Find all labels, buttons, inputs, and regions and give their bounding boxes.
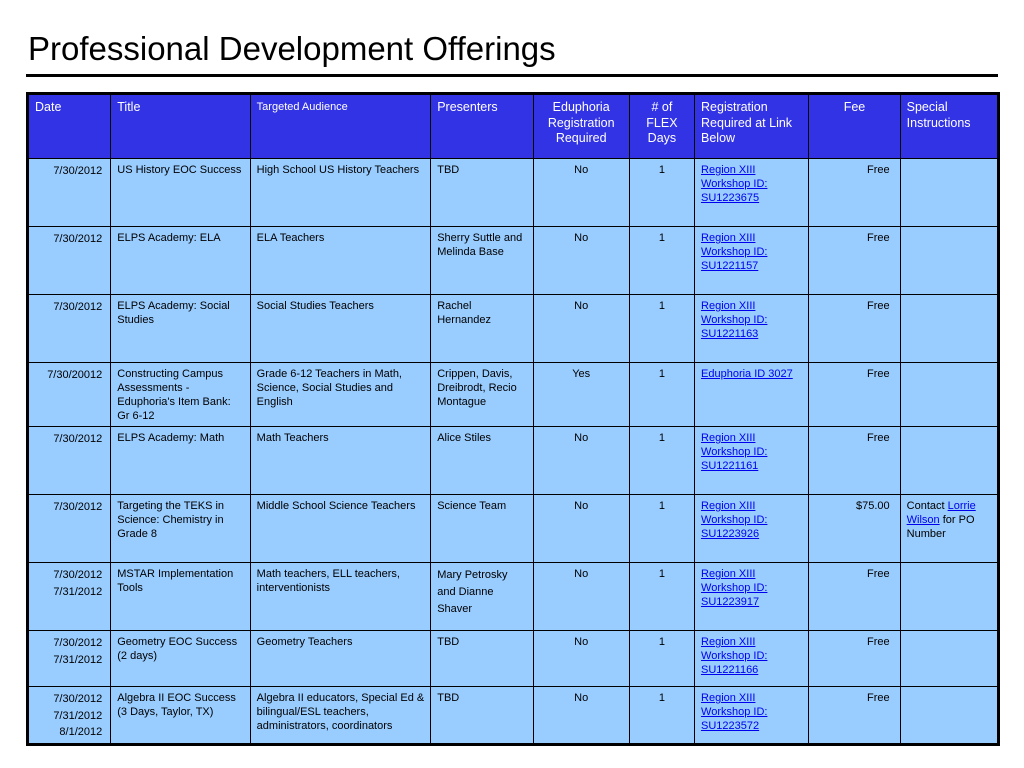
cell-title: ELPS Academy: Social Studies: [111, 295, 250, 363]
cell-fee: Free: [809, 363, 900, 427]
cell-targeted-audience: ELA Teachers: [250, 227, 431, 295]
table-row: [28, 295, 999, 363]
cell-title: Constructing Campus Assessments - Eduphoria's Item Bank: Gr 6-12: [111, 363, 250, 427]
cell-targeted-audience: Grade 6-12 Teachers in Math, Science, Social Studies and English: [250, 363, 431, 427]
date-value: 7/30/2012: [53, 637, 103, 649]
date-value: 7/30/2012: [53, 569, 103, 581]
date-value: 7/31/2012: [53, 709, 103, 722]
cell-special-instructions: [900, 363, 998, 427]
registration-link[interactable]: Region XIII Workshop ID: SU1221157: [701, 232, 768, 272]
special-text: Contact: [906, 500, 948, 512]
date-value: 7/30/2012: [53, 501, 103, 513]
cell-eduphoria-required: No: [533, 495, 629, 563]
cell-special-instructions: [900, 295, 998, 363]
registration-link[interactable]: Region XIII Workshop ID: SU1221161: [701, 432, 768, 472]
cell-targeted-audience: Middle School Science Teachers: [250, 495, 431, 563]
cell-fee: Free: [809, 631, 900, 687]
cell-targeted-audience: High School US History Teachers: [250, 159, 431, 227]
contact-link[interactable]: Lorrie Wilson: [906, 500, 976, 526]
cell-title: ELPS Academy: ELA: [111, 227, 250, 295]
cell-presenters: [431, 631, 533, 687]
cell-fee: Free: [809, 295, 900, 363]
presenter-text: Alice Stiles: [437, 432, 492, 444]
date-value: 8/1/2012: [59, 726, 103, 738]
cell-eduphoria-required: No: [533, 227, 629, 295]
header-presenters: Presenters: [431, 94, 533, 159]
header-date: Date: [28, 94, 111, 159]
registration-link[interactable]: Region XIII Workshop ID: SU1223572: [701, 692, 768, 732]
cell-flex-days: 1: [629, 631, 694, 687]
cell-fee: Free: [809, 687, 900, 745]
cell-special-instructions: [900, 631, 998, 687]
cell-presenters: [431, 363, 533, 427]
header-special-instructions: Special Instructions: [900, 94, 998, 159]
date-value: 7/31/2012: [53, 585, 103, 598]
presenter-text: Rachel Hernandez: [437, 300, 492, 326]
cell-title: US History EOC Success: [111, 159, 250, 227]
cell-eduphoria-required: No: [533, 427, 629, 495]
cell-targeted-audience: Geometry Teachers: [250, 631, 431, 687]
cell-title: MSTAR Implementation Tools: [111, 563, 250, 631]
cell-flex-days: 1: [629, 687, 694, 745]
header-registration-link: Registration Required at Link Below: [695, 94, 809, 159]
cell-presenters: [431, 295, 533, 363]
registration-link[interactable]: Region XIII Workshop ID: SU1221163: [701, 300, 768, 340]
cell-registration: [695, 563, 809, 631]
cell-special-instructions: [900, 427, 998, 495]
presenter-text: Sherry Suttle and Melinda Base: [437, 232, 523, 258]
cell-registration: [695, 363, 809, 427]
cell-eduphoria-required: No: [533, 631, 629, 687]
header-eduphoria-registration: Eduphoria Registration Required: [533, 94, 629, 159]
cell-date: [28, 563, 111, 631]
cell-fee: Free: [809, 427, 900, 495]
cell-presenters: [431, 159, 533, 227]
cell-flex-days: 1: [629, 427, 694, 495]
cell-eduphoria-required: No: [533, 159, 629, 227]
table-row: [28, 159, 999, 227]
cell-registration: [695, 631, 809, 687]
registration-link[interactable]: Region XIII Workshop ID: SU1223926: [701, 500, 768, 540]
cell-flex-days: 1: [629, 563, 694, 631]
presenter-text: Mary Petrosky: [437, 569, 508, 581]
cell-presenters: [431, 687, 533, 745]
table-header-row: [28, 94, 999, 159]
cell-date: [28, 363, 111, 427]
cell-special-instructions: [900, 563, 998, 631]
cell-registration: [695, 687, 809, 745]
cell-targeted-audience: Social Studies Teachers: [250, 295, 431, 363]
date-value: 7/30/2012: [53, 165, 103, 177]
cell-fee: Free: [809, 159, 900, 227]
presenter-text: Science Team: [437, 500, 507, 512]
date-value: 7/30/2012: [53, 233, 103, 245]
title-divider: [26, 74, 998, 77]
cell-fee: Free: [809, 227, 900, 295]
table-row: [28, 495, 999, 563]
presenter-text: TBD: [437, 692, 460, 704]
registration-link[interactable]: Region XIII Workshop ID: SU1223917: [701, 568, 768, 608]
cell-fee: $75.00: [809, 495, 900, 563]
table-row: [28, 427, 999, 495]
cell-flex-days: 1: [629, 227, 694, 295]
cell-presenters: [431, 227, 533, 295]
cell-date: [28, 295, 111, 363]
cell-date: [28, 687, 111, 745]
table-row: [28, 363, 999, 427]
cell-date: [28, 159, 111, 227]
cell-presenters: [431, 495, 533, 563]
cell-flex-days: 1: [629, 159, 694, 227]
cell-eduphoria-required: No: [533, 563, 629, 631]
cell-fee: Free: [809, 563, 900, 631]
cell-registration: [695, 295, 809, 363]
date-value: 7/30/20012: [47, 369, 103, 381]
date-value: 7/30/2012: [53, 301, 103, 313]
cell-presenters: [431, 563, 533, 631]
presenter-text: Shaver: [437, 603, 473, 615]
cell-targeted-audience: Math Teachers: [250, 427, 431, 495]
offerings-table: [26, 92, 1000, 746]
cell-registration: [695, 495, 809, 563]
page-title: Professional Development Offerings: [28, 30, 556, 67]
date-value: 7/31/2012: [53, 653, 103, 666]
cell-special-instructions: [900, 687, 998, 745]
cell-eduphoria-required: Yes: [533, 363, 629, 427]
cell-flex-days: 1: [629, 495, 694, 563]
registration-link[interactable]: Eduphoria ID 3027: [701, 368, 793, 380]
cell-registration: [695, 159, 809, 227]
table-row: [28, 687, 999, 745]
cell-targeted-audience: Algebra II educators, Special Ed & bilingual/ESL teachers, administrators, coordinators: [250, 687, 431, 745]
date-value: 7/30/2012: [53, 693, 103, 705]
cell-presenters: [431, 427, 533, 495]
registration-link[interactable]: Region XIII Workshop ID: SU1221166: [701, 636, 768, 676]
cell-eduphoria-required: No: [533, 687, 629, 745]
table-body: [28, 159, 999, 745]
special-text: for PO Number: [906, 514, 978, 540]
table-row: [28, 563, 999, 631]
cell-date: [28, 631, 111, 687]
presenter-text: Crippen, Davis, Dreibrodt, Recio Montague: [437, 368, 517, 408]
cell-targeted-audience: Math teachers, ELL teachers, interventionists: [250, 563, 431, 631]
presenter-text: TBD: [437, 164, 460, 176]
header-fee: Fee: [809, 94, 900, 159]
cell-title: ELPS Academy: Math: [111, 427, 250, 495]
cell-title: Geometry EOC Success (2 days): [111, 631, 250, 687]
table-row: [28, 631, 999, 687]
cell-date: [28, 427, 111, 495]
presenter-text: TBD: [437, 636, 460, 648]
header-flex-days: # of FLEX Days: [629, 94, 694, 159]
registration-link[interactable]: Region XIII Workshop ID: SU1223675: [701, 164, 768, 204]
cell-flex-days: 1: [629, 295, 694, 363]
cell-registration: [695, 427, 809, 495]
cell-special-instructions: [900, 495, 998, 563]
cell-special-instructions: [900, 227, 998, 295]
table-row: [28, 227, 999, 295]
cell-date: [28, 495, 111, 563]
cell-title: Algebra II EOC Success (3 Days, Taylor, TX): [111, 687, 250, 745]
cell-special-instructions: [900, 159, 998, 227]
header-targeted-audience: Targeted Audience: [250, 94, 431, 159]
cell-flex-days: 1: [629, 363, 694, 427]
cell-title: Targeting the TEKS in Science: Chemistry in Grade 8: [111, 495, 250, 563]
header-title: Title: [111, 94, 250, 159]
date-value: 7/30/2012: [53, 433, 103, 445]
cell-registration: [695, 227, 809, 295]
cell-eduphoria-required: No: [533, 295, 629, 363]
cell-date: [28, 227, 111, 295]
presenter-text: and Dianne: [437, 586, 494, 598]
